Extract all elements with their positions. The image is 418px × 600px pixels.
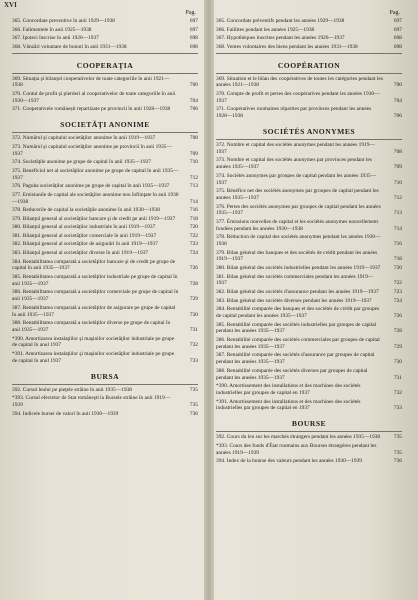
entry-page: 716 bbox=[189, 207, 198, 214]
toc-entry bbox=[12, 91, 198, 105]
entry-title: 372. Nombre et capital des sociétés anonymes pendant les années 1919—1937 bbox=[216, 141, 375, 155]
toc-entry bbox=[12, 259, 198, 273]
entry-page: 712 bbox=[189, 174, 198, 181]
entry-page: 697 bbox=[393, 18, 402, 24]
entry-title: 374. Sociétés anonymes par groupes de capital pendant les années 1935—1937 bbox=[216, 172, 377, 186]
toc-entry bbox=[12, 289, 198, 303]
entry-title: 392. Cursul leului pe pieţele străine în anii 1935—1938 bbox=[12, 386, 132, 393]
entry-title: 382. Bilanţul general al societăţilor de asigurări în anii 1919—1937 bbox=[12, 241, 158, 248]
toc-entry bbox=[216, 157, 402, 171]
toc-entry bbox=[12, 159, 198, 166]
toc-entry bbox=[12, 351, 198, 365]
entry-title: 365. Concordate preventive în anii 1929—1938 bbox=[12, 18, 115, 24]
entry-page: 726 bbox=[393, 313, 402, 320]
entry-page: 723 bbox=[189, 241, 198, 248]
entry-title: 384. Rentabilité comparée des banques et des sociétés de crédit par groupes de capital pendant les années 1935—1937 bbox=[216, 306, 380, 320]
entry-page: 704 bbox=[393, 97, 402, 104]
toc-entry bbox=[216, 234, 402, 248]
toc-entry bbox=[216, 383, 402, 397]
entry-page: 706 bbox=[189, 106, 198, 113]
entry-title: 387. Rentabilitatea comparată a societăţilor de asigurare pe grupe de capital în anii 1935—1937 bbox=[12, 304, 176, 318]
toc-entry bbox=[12, 207, 198, 214]
entry-page: 697 bbox=[189, 26, 198, 33]
entry-title: 373. Numărul şi capitalul societăţilor anonime pe provincii în anii 1935—1937 bbox=[12, 143, 172, 157]
toc-entry bbox=[12, 216, 198, 223]
entry-page: 718 bbox=[189, 215, 198, 222]
entry-page: 733 bbox=[393, 405, 402, 412]
entry-page: 728 bbox=[189, 280, 198, 287]
toc-entry bbox=[12, 395, 198, 409]
left-column-romanian bbox=[12, 10, 198, 419]
entry-title: 379. Bilan général des banques et des sociétés de crédit pendant les années 1919—1937 bbox=[216, 249, 378, 263]
entry-title: 367. Ipoteci înscrise în anii 1926—1937 bbox=[12, 35, 99, 42]
entry-title: 375. Beneficiul net al societăţilor anonime pe grupe de capital în anii 1935—1937 bbox=[12, 167, 179, 181]
entry-title: 380. Bilan général des sociétés industrielles pendant les années 1919—1937 bbox=[216, 265, 381, 272]
toc-entry bbox=[216, 265, 402, 272]
entry-page: 735 bbox=[189, 386, 198, 393]
entry-title: 385. Rentabilitatea comparată a societăţilor industriale pe grupe de capital în anii 1935—1937 bbox=[12, 274, 178, 287]
entry-page: 729 bbox=[189, 296, 198, 303]
toc-entry bbox=[216, 306, 402, 320]
entry-page: 736 bbox=[393, 458, 402, 465]
toc-entry bbox=[216, 204, 402, 218]
entry-title: 365. Concordats préventifs pendant les années 1929—1938 bbox=[216, 18, 345, 24]
entry-page: 714 bbox=[189, 198, 198, 205]
divider bbox=[216, 431, 402, 432]
entry-title: 387. Rentabilité comparée des sociétés d'assurance par groupes de capital pendant les années 1935—1937 bbox=[216, 352, 375, 366]
entry-page: 704 bbox=[189, 97, 198, 104]
toc-entry bbox=[12, 27, 198, 34]
entry-title: 381. Bilan général des sociétés commerciales pendant les années 1919—1937 bbox=[216, 273, 374, 287]
entry-page: 733 bbox=[189, 357, 198, 364]
entry-title: 379. Bilanţul general al societăţilor bancare şi de credit pe anii 1919—1937 bbox=[12, 215, 176, 222]
entry-title: *393. Cours des fonds d'État roumains aux Bourses étrangères pendant les années 1919—1939 bbox=[216, 442, 377, 456]
toc-entry bbox=[216, 352, 402, 366]
divider bbox=[216, 139, 402, 140]
entry-page: 722 bbox=[189, 232, 198, 239]
section-title: SOCIÉTÉS ANONYMES bbox=[262, 126, 356, 136]
entry-page: 731 bbox=[393, 374, 402, 381]
section-title: BURSA bbox=[90, 371, 120, 381]
entry-page: 720 bbox=[189, 224, 198, 231]
toc-entry bbox=[216, 250, 402, 264]
toc-entry bbox=[12, 192, 198, 206]
toc-entry bbox=[12, 320, 198, 334]
entry-page: 698 bbox=[189, 43, 198, 50]
divider bbox=[216, 73, 402, 74]
entry-page: 713 bbox=[189, 183, 198, 190]
toc-entry bbox=[12, 168, 198, 182]
left-top-entries bbox=[12, 18, 198, 51]
toc-entry bbox=[12, 35, 198, 42]
toc-entry bbox=[12, 411, 198, 418]
entry-title: *391. Amortizarea instalaţiilor şi maşinilor societăţilor industriale pe grupe de capital în anul 1937 bbox=[12, 351, 175, 364]
page-gutter bbox=[204, 0, 214, 600]
toc-entry bbox=[12, 18, 198, 25]
entry-title: *391. Amortissement des installations et des machines des sociétés industrielles par groupes de capital en 1937 bbox=[216, 398, 361, 412]
toc-entry bbox=[12, 183, 198, 190]
toc-entry bbox=[216, 298, 402, 305]
right-sections bbox=[216, 61, 402, 465]
toc-entry bbox=[216, 289, 402, 296]
toc-entry bbox=[12, 144, 198, 158]
entry-title: 381. Bilanţul general al societăţilor comerciale în anii 1919—1937 bbox=[12, 232, 157, 239]
entry-page: 709 bbox=[393, 164, 402, 171]
entry-title: 378. Reducerile de capital la societăţile anonime în anii 1930—1938 bbox=[12, 207, 160, 214]
entry-page: 724 bbox=[393, 297, 402, 304]
toc-entry bbox=[12, 233, 198, 240]
entry-page: 708 bbox=[189, 135, 198, 142]
toc-entry bbox=[12, 135, 198, 142]
toc-entry bbox=[216, 434, 402, 441]
entry-title: 394. Indicele bursei de valori în anii 1930—1939 bbox=[12, 410, 119, 417]
entry-title: 368. Vânzări voluntare de bunuri în anii 1931—1938 bbox=[12, 43, 127, 50]
entry-title: 367. Hypothèques inscrites pendant les années 1926—1937 bbox=[216, 35, 345, 42]
entry-page: 713 bbox=[393, 210, 402, 217]
entry-page: 722 bbox=[393, 280, 402, 287]
entry-page: 700 bbox=[393, 82, 402, 89]
entry-title: 376. Paguba societăţilor anonime pe grupe de capital în anii 1935—1937 bbox=[12, 183, 170, 190]
section-title: COOPERAŢIA bbox=[76, 60, 134, 70]
entry-page: 718 bbox=[393, 256, 402, 263]
toc-entry bbox=[216, 106, 402, 120]
entry-page: 716 bbox=[393, 241, 402, 248]
entry-title: 374. Societăţile anonime pe grupe de capital în anii 1935—1937 bbox=[12, 159, 151, 166]
divider bbox=[216, 53, 402, 54]
entry-title: 383. Bilan général des sociétés diverses pendant les années 1919—1937 bbox=[216, 297, 372, 304]
toc-entry bbox=[216, 458, 402, 465]
entry-page: 735 bbox=[393, 434, 402, 441]
section-title: BOURSE bbox=[291, 419, 327, 429]
left-sections bbox=[12, 61, 198, 418]
toc-entry bbox=[12, 250, 198, 257]
entry-title: 371. Cooperativele românești repartizate pe provincii în anii 1928—1938 bbox=[12, 106, 171, 113]
divider bbox=[12, 53, 198, 54]
toc-entry bbox=[12, 387, 198, 394]
entry-title: *390. Amortissement des installations et des machines des sociétés industrielles par groupes de capital en 1937 bbox=[216, 383, 361, 396]
entry-page: 712 bbox=[393, 194, 402, 201]
toc-entry bbox=[216, 368, 402, 382]
entry-title: 377. Emisiunile de capital ale societăţilor anonime nou înfiinţate în anii 1930—1938 bbox=[12, 191, 179, 205]
entry-page: 698 bbox=[393, 43, 402, 50]
toc-entry bbox=[12, 76, 198, 90]
entry-title: 394. Index de la bourse des valeurs pendant les années 1930—1939 bbox=[216, 458, 362, 465]
entry-title: *390. Amortizarea instalaţiilor şi maşinilor societăţilor industriale pe grupe de capital în anul 1937 bbox=[12, 335, 175, 349]
entry-page: 714 bbox=[393, 225, 402, 232]
entry-title: 392. Cours du leu sur les marchés étrangers pendant les années 1935—1938 bbox=[216, 434, 381, 441]
page-number: XVI bbox=[4, 1, 17, 9]
divider bbox=[12, 73, 198, 74]
toc-entry bbox=[216, 322, 402, 336]
entry-page: 730 bbox=[393, 359, 402, 366]
entry-title: 372. Numărul şi capitalul societăţilor anonime în anii 1919—1937 bbox=[12, 135, 156, 142]
entry-page: 732 bbox=[189, 342, 198, 349]
toc-entry bbox=[12, 106, 198, 113]
page-col-label: Pag. bbox=[389, 10, 400, 16]
toc-entry bbox=[216, 91, 402, 105]
entry-title: 368. Ventes volontaires des biens pendant les années 1931—1938 bbox=[216, 43, 358, 50]
entry-title: 382. Bilan général des sociétés d'assurance pendant les années 1919—1937 bbox=[216, 289, 379, 296]
entry-title: 378. Réduction de capital des sociétés anonymes pendant les années 1930—1938 bbox=[216, 234, 381, 248]
entry-page: 698 bbox=[393, 35, 402, 42]
entry-page: 698 bbox=[189, 35, 198, 42]
entry-page: 732 bbox=[393, 390, 402, 396]
entry-title: 376. Pertes des sociétés anonymes par groupes de capital pendant les années 1935—1937 bbox=[216, 203, 381, 217]
entry-page: 723 bbox=[393, 289, 402, 296]
entry-title: 388. Rentabilitatea comparată a societăţilor diverse pe grupe de capital în anii 1935—1937 bbox=[12, 320, 171, 334]
entry-title: 366. Faillites pendant les années 1925—1938 bbox=[216, 26, 315, 33]
entry-title: 380. Bilanţul general al societăţilor industriale în anii 1919—1937 bbox=[12, 224, 156, 231]
toc-entry bbox=[12, 241, 198, 248]
toc-entry bbox=[216, 173, 402, 187]
entry-page: 697 bbox=[189, 18, 198, 24]
entry-title: 384. Rentabilitatea comparată a societăţilor bancare şi de credit pe grupe de capital în anii 1935—1937 bbox=[12, 258, 176, 272]
toc-entry bbox=[12, 336, 198, 350]
entry-page: 726 bbox=[189, 265, 198, 272]
entry-page: 706 bbox=[393, 113, 402, 120]
toc-entry bbox=[12, 224, 198, 231]
entry-page: 700 bbox=[189, 82, 198, 89]
entry-title: 383. Bilanţul general al societăţilor diverse în anii 1919—1937 bbox=[12, 250, 149, 257]
toc-entry bbox=[216, 18, 402, 25]
section-title: COOPÉRATION bbox=[277, 60, 341, 70]
entry-title: *393. Cursul efectelor de Stat româneşti la Bursele străine în anii 1919—1939 bbox=[12, 395, 171, 408]
entry-page: 708 bbox=[393, 148, 402, 155]
toc-entry bbox=[216, 142, 402, 156]
entry-title: 369. Situaţia şi bilanţul cooperativelor de toate categoriile în anii 1921—1938 bbox=[12, 75, 170, 89]
entry-title: 388. Rentabilité comparée des sociétés diverses par groupes de capital pendant les années 1935—1937 bbox=[216, 367, 368, 381]
divider bbox=[12, 132, 198, 133]
divider bbox=[12, 384, 198, 385]
toc-entry bbox=[216, 188, 402, 202]
toc-entry bbox=[12, 44, 198, 51]
toc-entry bbox=[12, 274, 198, 288]
toc-entry bbox=[216, 274, 402, 288]
entry-page: 728 bbox=[393, 328, 402, 335]
toc-entry bbox=[216, 27, 402, 34]
entry-title: 370. Compte de profit et pertes des coopératives pendant les années 1930—1937 bbox=[216, 90, 380, 104]
entry-page: 736 bbox=[189, 410, 198, 417]
entry-page: 735 bbox=[393, 449, 402, 456]
toc-entry bbox=[216, 337, 402, 351]
toc-entry bbox=[216, 443, 402, 457]
entry-page: 710 bbox=[189, 159, 198, 166]
entry-page: 735 bbox=[189, 402, 198, 408]
right-column-french bbox=[216, 10, 402, 467]
toc-entry bbox=[216, 44, 402, 51]
toc-entry bbox=[216, 76, 402, 90]
entry-page: 729 bbox=[393, 343, 402, 350]
entry-page: 730 bbox=[189, 311, 198, 318]
entry-page: 710 bbox=[393, 179, 402, 186]
entry-page: 720 bbox=[393, 265, 402, 272]
entry-title: 377. Émissions nouvelles de capital et les sociétés anonymes nouvellement fondées pendant les années 1930—1938 bbox=[216, 218, 378, 232]
entry-page: 731 bbox=[189, 327, 198, 334]
toc-entry bbox=[216, 219, 402, 233]
section-title: SOCIETĂŢI ANONIME bbox=[60, 120, 150, 130]
entry-page: 724 bbox=[189, 250, 198, 257]
toc-entry bbox=[216, 35, 402, 42]
entry-title: 370. Contul de profit şi pierderi al cooperativelor de toate categoriile în anii 1930—1937 bbox=[12, 90, 176, 104]
entry-title: 385. Rentabilité comparée des sociétés industrielles par groupes de capital pendant les années 1935—1937 bbox=[216, 321, 377, 335]
right-top-entries bbox=[216, 18, 402, 51]
entry-page: 697 bbox=[393, 26, 402, 33]
entry-title: 375. Bénéfice net des sociétés anonymes par groupes de capital pendant les années 1935—1937 bbox=[216, 188, 379, 201]
toc-entry bbox=[216, 399, 402, 413]
entry-title: 369. Situation et le bilan des coopératives de toutes les catégories pendant les années 1921—1938 bbox=[216, 75, 383, 89]
entry-title: 386. Rentabilitatea comparată a societăţilor comerciale pe grupe de capital în anii 1935—1937 bbox=[12, 289, 179, 303]
entry-title: 386. Rentabilité comparée des sociétés commerciales par groupes de capital pendant les années 1935—1937 bbox=[216, 337, 380, 350]
entry-title: 371. Coopératives roumaines réparties par provinces pendant les années 1928—1938 bbox=[216, 106, 372, 120]
entry-title: 366. Falimentele în anii 1925—1938 bbox=[12, 26, 92, 33]
entry-page: 709 bbox=[189, 150, 198, 157]
toc-entry bbox=[12, 305, 198, 319]
entry-title: 373. Nombre et capital des sociétés anonymes par provinces pendant les années 1935—1937 bbox=[216, 157, 372, 171]
page-col-label: Pag. bbox=[185, 10, 196, 16]
